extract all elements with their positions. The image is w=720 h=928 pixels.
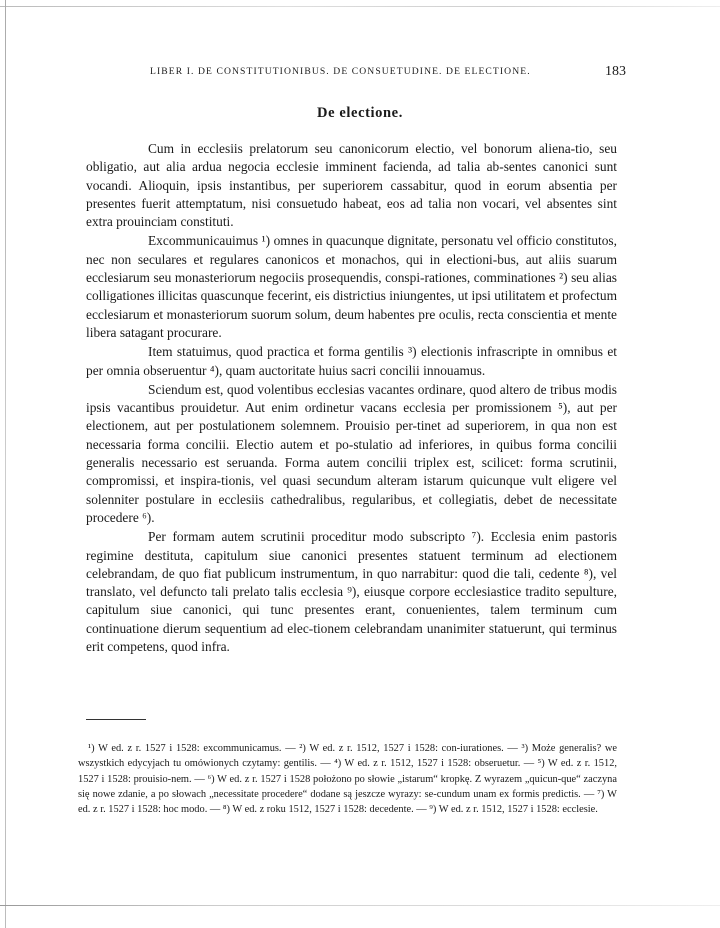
body-text — [86, 140, 617, 656]
paragraph-absent-canons: Cum in ecclesiis prelatorum seu canonicorum electio, vel bonorum aliena-tio, seu obligatio, aut alia ardua negocia ecclesie imminent facienda, ad talia ab-sentes canonici sunt vocandi. Alioquin, ipsis instantibus, per superiorem cassabitur, quod in eorum absentia per presentes fuerit attemptatum, nisi consuetudo habeat, eos ad talia non vocari, vel absentes sint extra prouinciam constituti. — [86, 141, 617, 230]
footnote-text: ¹) W ed. z r. 1527 i 1528: excommunicamus. — ²) W ed. z r. 1512, 1527 i 1528: con-iurationes. — ³) Może generalis? we wszystkich edycyjach tu omówionych czytamy: gentilis. — ⁴) W ed. z r. 1512, 1527 i 1528: obseruetur. — ⁵) W ed. z r. 1512, 1527 i 1528: prouisio-nem. — ⁶) W ed. z r. 1527 i 1528 położono po słowie „istarum“ kropkę. Z wyrazem „quicun-que“ zaczyna się nowe zdanie, a po słowach „necessitate procedere“ dodane są jeszcze wyrazy: se-cundum unam ex formis predictis. — ⁷) W ed. z r. 1527 i 1528: hoc modo. — ⁸) W ed. z roku 1512, 1527 i 1528: decedente. — ⁹) W ed. z r. 1512, 1527 i 1528: ecclesie. — [78, 743, 617, 816]
paragraph-excommunication: Excommunicauimus ¹) omnes in quacunque dignitate, personatu vel officio constitutos, nec non seculares et regulares canonicos et monachos, qui in electioni-bus, aut aliis suarum ecclesiarum seu monasteriorum negociis prosequendis, conspi-rationes, comminationes ²) seu alias colligationes illicitas quascunque fecerint, eis districtius iniungentes, ut ipsi utilitatem et profectum ecclesiarum et monasteriorum suorum solum, deum habentes pre oculis, recta conscientia et mente libera satagant procurare. — [86, 233, 617, 340]
running-head — [150, 64, 630, 82]
footnotes — [78, 741, 617, 817]
running-title: LIBER I. DE CONSTITUTIONIBUS. DE CONSUETUDINE. DE ELECTIONE. — [150, 66, 531, 77]
scan-edge-left — [5, 0, 6, 928]
paragraph-election-form: Item statuimus, quod practica et forma gentilis ³) electionis infrascripte in omnibus et per omnia obseruentur ⁴), quam auctoritate huius sacri concilii innouamus. — [86, 344, 617, 378]
scan-edge-top — [0, 6, 720, 7]
section-title: De electione. — [317, 105, 403, 121]
page-number: 183 — [605, 64, 626, 79]
paragraph-scrutiny: Per formam autem scrutinii proceditur modo subscripto ⁷). Ecclesia enim pastoris regimine destituta, capitulum siue canonici presentes statuent terminum ad electionem celebrandam, de quo fiat publicum instrumentum, in quo narrabitur: quod die tali, cedente ⁸), vel translato, vel defuncto tali prelato talis ecclesia ⁹), eiusque corpore ecclesiastice tradito sepulture, capitulum siue canonici, qui tunc presentes erant, conuenientes, talem terminum cum continuatione dierum sequentium ad elec-tionem celebrandam unanimiter statuerunt, qui terminus erit competens, quod infra. — [86, 529, 617, 655]
paragraph-vacant-churches: Sciendum est, quod volentibus ecclesias vacantes ordinare, quod altero de tribus modis ipsis vacantibus prouidetur. Aut enim ordinetur vacans ecclesia per promissionem ⁵), aut per electionem, aut per postulationem solemnem. Prouisio per-tinet ad superiorem, in qua non est necessaria forma concilii. Electio autem et po-stulatio ad inferiores, in quibus forma concilii generalis necessario est seruanda. Forma autem concilii triplex est, scilicet: forma scrutinii, compromissi, et inspira-tionis, vel quasi secundum alteram istarum quicunque vult eligere vel solenniter postulare in ecclesiis cathedralibus, regularibus, et collegiatis, debet de necessitate procedere ⁶). — [86, 381, 617, 525]
footnote-rule — [86, 719, 146, 720]
scan-edge-bottom — [0, 905, 720, 906]
